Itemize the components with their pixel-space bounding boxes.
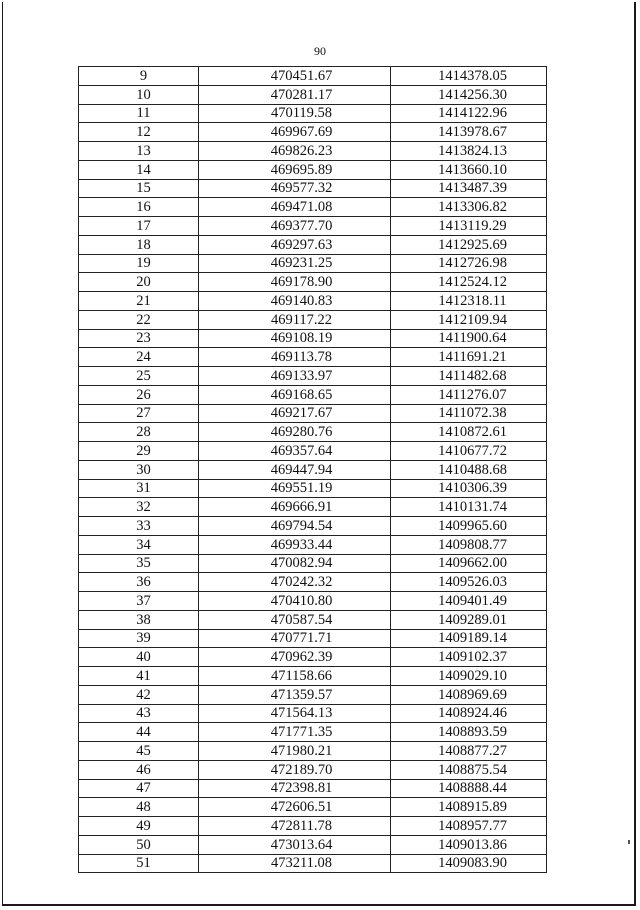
- point-number-cell: 35: [79, 554, 199, 573]
- point-number-cell: 25: [79, 367, 199, 386]
- x-coordinate-cell: 469826.23: [199, 142, 391, 161]
- table-row: [79, 479, 547, 498]
- y-coordinate-cell: 1410131.74: [391, 498, 547, 517]
- y-coordinate-cell: 1408875.54: [391, 760, 547, 779]
- y-coordinate-cell: 1411691.21: [391, 348, 547, 367]
- point-number-cell: 50: [79, 835, 199, 854]
- y-coordinate-cell: 1413824.13: [391, 142, 547, 161]
- table-row: [79, 517, 547, 536]
- table-row: [79, 142, 547, 161]
- point-number-cell: 21: [79, 292, 199, 311]
- x-coordinate-cell: 469447.94: [199, 460, 391, 479]
- x-coordinate-cell: 469231.25: [199, 254, 391, 273]
- table-row: [79, 723, 547, 742]
- table-row: [79, 629, 547, 648]
- y-coordinate-cell: 1409662.00: [391, 554, 547, 573]
- table-row: [79, 704, 547, 723]
- x-coordinate-cell: 469113.78: [199, 348, 391, 367]
- point-number-cell: 47: [79, 779, 199, 798]
- table-row: [79, 442, 547, 461]
- y-coordinate-cell: 1412318.11: [391, 292, 547, 311]
- x-coordinate-cell: 469133.97: [199, 367, 391, 386]
- x-coordinate-cell: 469577.32: [199, 179, 391, 198]
- point-number-cell: 30: [79, 460, 199, 479]
- point-number-cell: 43: [79, 704, 199, 723]
- y-coordinate-cell: 1413119.29: [391, 217, 547, 236]
- table-row: [79, 67, 547, 86]
- point-number-cell: 48: [79, 798, 199, 817]
- y-coordinate-cell: 1413306.82: [391, 198, 547, 217]
- x-coordinate-cell: 469377.70: [199, 217, 391, 236]
- x-coordinate-cell: 473013.64: [199, 835, 391, 854]
- x-coordinate-cell: 469471.08: [199, 198, 391, 217]
- y-coordinate-cell: 1409289.01: [391, 610, 547, 629]
- table-row: [79, 254, 547, 273]
- table-row: [79, 329, 547, 348]
- table-row: [79, 85, 547, 104]
- point-number-cell: 39: [79, 629, 199, 648]
- point-number-cell: 46: [79, 760, 199, 779]
- table-row: [79, 104, 547, 123]
- y-coordinate-cell: 1412109.94: [391, 310, 547, 329]
- page-number: 90: [314, 44, 326, 58]
- y-coordinate-cell: 1413978.67: [391, 123, 547, 142]
- x-coordinate-cell: 470771.71: [199, 629, 391, 648]
- table-row: [79, 554, 547, 573]
- y-coordinate-cell: 1408969.69: [391, 685, 547, 704]
- table-row: [79, 798, 547, 817]
- point-number-cell: 20: [79, 273, 199, 292]
- point-number-cell: 9: [79, 67, 199, 86]
- x-coordinate-cell: 470082.94: [199, 554, 391, 573]
- y-coordinate-cell: 1410488.68: [391, 460, 547, 479]
- point-number-cell: 13: [79, 142, 199, 161]
- coordinate-table: [78, 66, 547, 873]
- y-coordinate-cell: 1412524.12: [391, 273, 547, 292]
- table-row: [79, 742, 547, 761]
- table-row: [79, 160, 547, 179]
- table-row: [79, 854, 547, 873]
- x-coordinate-cell: 470587.54: [199, 610, 391, 629]
- y-coordinate-cell: 1408888.44: [391, 779, 547, 798]
- x-coordinate-cell: 470410.80: [199, 592, 391, 611]
- x-coordinate-cell: 470451.67: [199, 67, 391, 86]
- x-coordinate-cell: 469794.54: [199, 517, 391, 536]
- table-row: [79, 310, 547, 329]
- x-coordinate-cell: 471980.21: [199, 742, 391, 761]
- table-row: [79, 760, 547, 779]
- point-number-cell: 45: [79, 742, 199, 761]
- x-coordinate-cell: 469140.83: [199, 292, 391, 311]
- y-coordinate-cell: 1408924.46: [391, 704, 547, 723]
- table-row: [79, 592, 547, 611]
- x-coordinate-cell: 469967.69: [199, 123, 391, 142]
- point-number-cell: 17: [79, 217, 199, 236]
- table-row: [79, 685, 547, 704]
- table-row: [79, 535, 547, 554]
- y-coordinate-cell: 1409401.49: [391, 592, 547, 611]
- x-coordinate-cell: 469357.64: [199, 442, 391, 461]
- point-number-cell: 14: [79, 160, 199, 179]
- point-number-cell: 31: [79, 479, 199, 498]
- y-coordinate-cell: 1409029.10: [391, 667, 547, 686]
- y-coordinate-cell: 1409102.37: [391, 648, 547, 667]
- table-row: [79, 779, 547, 798]
- table-row: [79, 235, 547, 254]
- point-number-cell: 34: [79, 535, 199, 554]
- point-number-cell: 28: [79, 423, 199, 442]
- y-coordinate-cell: 1409526.03: [391, 573, 547, 592]
- x-coordinate-cell: 469168.65: [199, 385, 391, 404]
- table-row: [79, 217, 547, 236]
- point-number-cell: 42: [79, 685, 199, 704]
- y-coordinate-cell: 1411276.07: [391, 385, 547, 404]
- table-row: [79, 179, 547, 198]
- point-number-cell: 33: [79, 517, 199, 536]
- y-coordinate-cell: 1414378.05: [391, 67, 547, 86]
- x-coordinate-cell: 470119.58: [199, 104, 391, 123]
- point-number-cell: 22: [79, 310, 199, 329]
- y-coordinate-cell: 1410872.61: [391, 423, 547, 442]
- x-coordinate-cell: 469108.19: [199, 329, 391, 348]
- table-row: [79, 385, 547, 404]
- y-coordinate-cell: 1409808.77: [391, 535, 547, 554]
- point-number-cell: 23: [79, 329, 199, 348]
- x-coordinate-cell: 469933.44: [199, 535, 391, 554]
- y-coordinate-cell: 1409013.86: [391, 835, 547, 854]
- y-coordinate-cell: 1411900.64: [391, 329, 547, 348]
- point-number-cell: 44: [79, 723, 199, 742]
- y-coordinate-cell: 1408893.59: [391, 723, 547, 742]
- x-coordinate-cell: 471359.57: [199, 685, 391, 704]
- x-coordinate-cell: 469117.22: [199, 310, 391, 329]
- x-coordinate-cell: 469217.67: [199, 404, 391, 423]
- y-coordinate-cell: 1414256.30: [391, 85, 547, 104]
- y-coordinate-cell: 1413660.10: [391, 160, 547, 179]
- coordinate-table-container: [78, 66, 546, 873]
- table-row: [79, 423, 547, 442]
- scan-speck: [628, 840, 630, 844]
- table-row: [79, 404, 547, 423]
- point-number-cell: 10: [79, 85, 199, 104]
- y-coordinate-cell: 1408877.27: [391, 742, 547, 761]
- point-number-cell: 16: [79, 198, 199, 217]
- point-number-cell: 40: [79, 648, 199, 667]
- y-coordinate-cell: 1408915.89: [391, 798, 547, 817]
- table-row: [79, 610, 547, 629]
- table-row: [79, 498, 547, 517]
- x-coordinate-cell: 472811.78: [199, 817, 391, 836]
- x-coordinate-cell: 470242.32: [199, 573, 391, 592]
- y-coordinate-cell: 1414122.96: [391, 104, 547, 123]
- x-coordinate-cell: 472189.70: [199, 760, 391, 779]
- coordinate-table-body: [79, 67, 547, 873]
- x-coordinate-cell: 469280.76: [199, 423, 391, 442]
- point-number-cell: 41: [79, 667, 199, 686]
- x-coordinate-cell: 471564.13: [199, 704, 391, 723]
- table-row: [79, 292, 547, 311]
- point-number-cell: 51: [79, 854, 199, 873]
- table-row: [79, 273, 547, 292]
- y-coordinate-cell: 1409189.14: [391, 629, 547, 648]
- table-row: [79, 817, 547, 836]
- table-row: [79, 460, 547, 479]
- point-number-cell: 29: [79, 442, 199, 461]
- point-number-cell: 11: [79, 104, 199, 123]
- x-coordinate-cell: 472606.51: [199, 798, 391, 817]
- table-row: [79, 648, 547, 667]
- table-row: [79, 835, 547, 854]
- x-coordinate-cell: 469666.91: [199, 498, 391, 517]
- x-coordinate-cell: 472398.81: [199, 779, 391, 798]
- y-coordinate-cell: 1409965.60: [391, 517, 547, 536]
- y-coordinate-cell: 1412925.69: [391, 235, 547, 254]
- table-row: [79, 667, 547, 686]
- y-coordinate-cell: 1413487.39: [391, 179, 547, 198]
- x-coordinate-cell: 471158.66: [199, 667, 391, 686]
- point-number-cell: 27: [79, 404, 199, 423]
- point-number-cell: 15: [79, 179, 199, 198]
- point-number-cell: 26: [79, 385, 199, 404]
- y-coordinate-cell: 1412726.98: [391, 254, 547, 273]
- table-row: [79, 573, 547, 592]
- x-coordinate-cell: 471771.35: [199, 723, 391, 742]
- table-row: [79, 367, 547, 386]
- point-number-cell: 49: [79, 817, 199, 836]
- point-number-cell: 19: [79, 254, 199, 273]
- point-number-cell: 37: [79, 592, 199, 611]
- point-number-cell: 18: [79, 235, 199, 254]
- x-coordinate-cell: 473211.08: [199, 854, 391, 873]
- x-coordinate-cell: 470962.39: [199, 648, 391, 667]
- table-row: [79, 123, 547, 142]
- x-coordinate-cell: 470281.17: [199, 85, 391, 104]
- x-coordinate-cell: 469551.19: [199, 479, 391, 498]
- y-coordinate-cell: 1410677.72: [391, 442, 547, 461]
- point-number-cell: 36: [79, 573, 199, 592]
- x-coordinate-cell: 469178.90: [199, 273, 391, 292]
- x-coordinate-cell: 469297.63: [199, 235, 391, 254]
- point-number-cell: 12: [79, 123, 199, 142]
- y-coordinate-cell: 1411072.38: [391, 404, 547, 423]
- table-row: [79, 198, 547, 217]
- point-number-cell: 24: [79, 348, 199, 367]
- y-coordinate-cell: 1411482.68: [391, 367, 547, 386]
- point-number-cell: 32: [79, 498, 199, 517]
- y-coordinate-cell: 1408957.77: [391, 817, 547, 836]
- y-coordinate-cell: 1410306.39: [391, 479, 547, 498]
- table-row: [79, 348, 547, 367]
- point-number-cell: 38: [79, 610, 199, 629]
- y-coordinate-cell: 1409083.90: [391, 854, 547, 873]
- x-coordinate-cell: 469695.89: [199, 160, 391, 179]
